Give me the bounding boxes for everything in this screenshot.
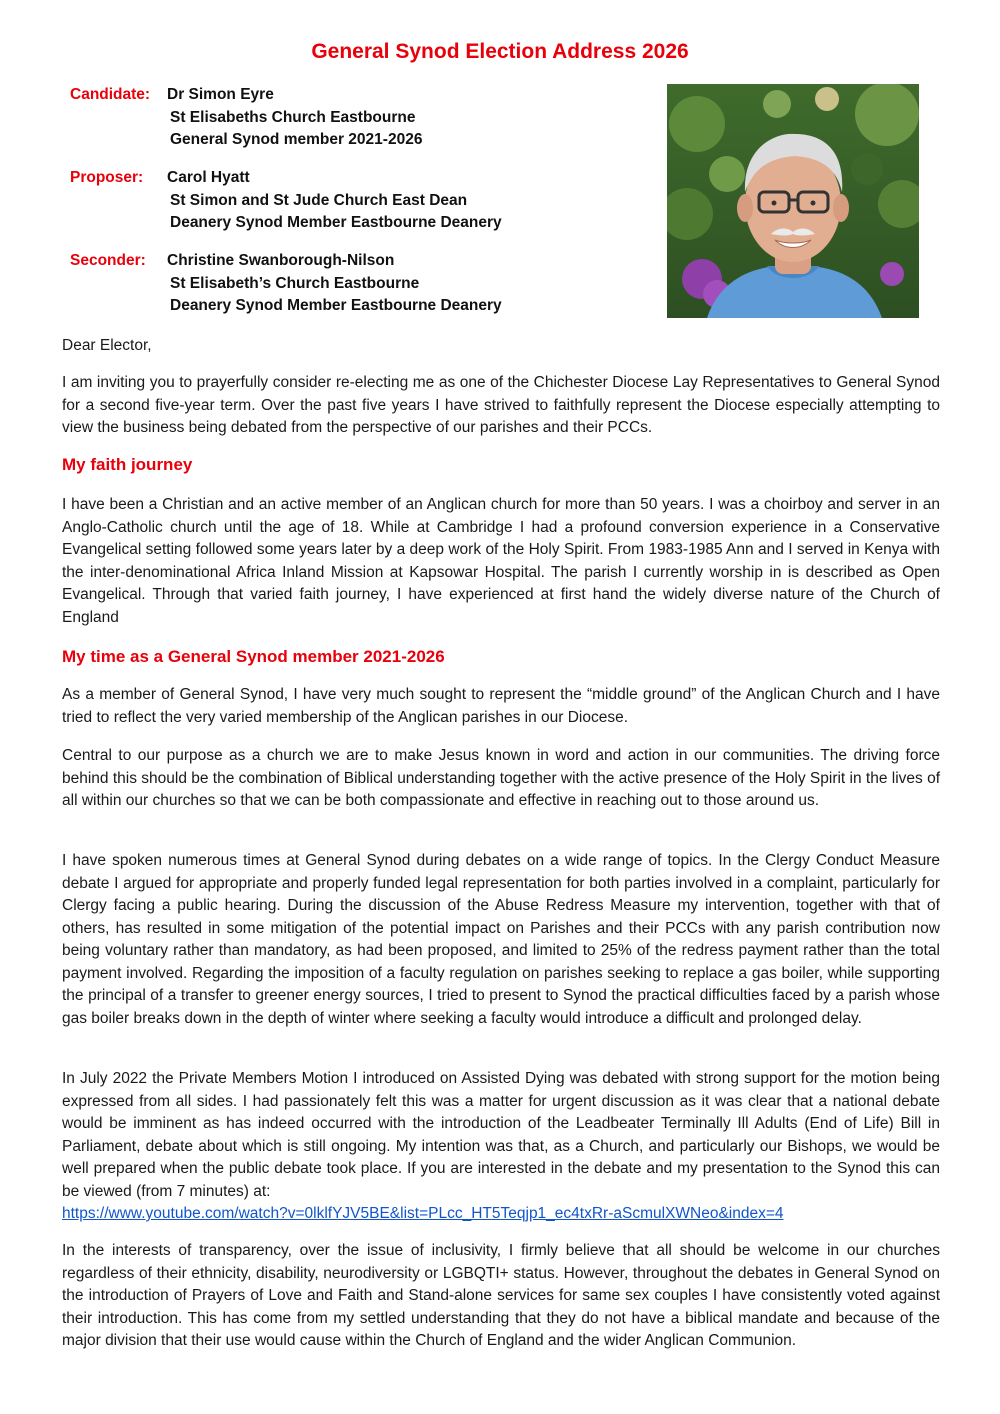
faith-journey-paragraph: I have been a Christian and an active member of an Anglican church for more than 50 years. I was a choirboy and server in an Anglo-Catholic church until the age of 18. While at Cambridge I had a profound conversion experience in a Conservative Evangelical setting followed some years later by a deep work of the Holy Spirit. From 1983-1985 Ann and I served in Kenya with the inter-denominational Africa Inland Mission at Kapsowar Hospital. The parish I currently worship in is described as Open Evangelical. Through that varied faith journey, I have experienced at first hand the widely diverse nature of the Church of England (62, 496, 940, 626)
intro-paragraph: I am inviting you to prayerfully consider re-electing me as one of the Chichester Diocese Lay Representatives to General Synod for a second five-year term. Over the past five years I have strived to faithfully represent the Diocese especially attempting to view the business being debated from the perspective of our parishes and their PCCs. (62, 374, 940, 436)
candidate-block (70, 84, 650, 154)
faith-journey-heading: My faith journey (62, 455, 193, 474)
greeting (62, 335, 940, 358)
candidate-name: Dr Simon Eyre (167, 86, 274, 103)
faith-journey-section (62, 494, 940, 629)
proposer-label: Proposer: (70, 169, 144, 186)
synod-paragraph-3: I have spoken numerous times at General Synod during debates on a wide range of topics. In the Clergy Conduct Measure debate I argued for appropriate and properly funded legal representation for both parties involved in a complaint, particularly for Clergy facing a public hearing. During the discussion of the Abuse Redress Measure my intervention, together with that of others, has resulted in some mitigation of the potential impact on Parishes and their PCCs with any parish contribution now being voluntary rather than mandatory, as had been proposed, and limited to 25% of the redress payment rather than the total payment involved. Regarding the imposition of a faculty regulation on parishes seeking to replace a gas boiler, while supporting the principal of a transfer to greener energy sources, I tried to present to Synod the practical difficulties faced by a parish whose gas boiler breaks down in the depth of winter where seeking a faculty would introduce a difficult and prolonged delay. (62, 852, 940, 1027)
seconder-label: Seconder: (70, 252, 146, 269)
synod-paragraph-2-block (62, 745, 940, 813)
synod-paragraph-4: In July 2022 the Private Members Motion I introduced on Assisted Dying was debated with strong support for the motion being expressed from all sides. I had passionately felt this was a matter for urgent discussion as it was clear that a national debate would be imminent as has indeed occurred with the introduction of the Leadbeater Terminally Ill Adults (End of Life) Bill in Parliament, debate about which is still ongoing. My intention was that, as a Church, and particularly our Bishops, we would be well prepared when the public debate took place. If you are interested in the debate and my presentation to the Synod this can be viewed (from 7 minutes) at: (62, 1070, 940, 1200)
synod-member-heading: My time as a General Synod member 2021-2026 (62, 647, 445, 666)
page-title: General Synod Election Address 2026 (311, 40, 689, 63)
greeting-text: Dear Elector, (62, 337, 152, 354)
synod-paragraph-3-block (62, 850, 940, 1030)
synod-paragraph-1: As a member of General Synod, I have very much sought to represent the “middle ground” of the Anglican Church and I have tried to reflect the very varied membership of the Anglican parishes in our Diocese. (62, 686, 940, 726)
candidate-photo (667, 84, 919, 318)
candidate-details (167, 84, 422, 152)
proposer-church: St Simon and St Jude Church East Dean (170, 191, 468, 209)
intro-section (62, 372, 940, 440)
seconder-block (70, 250, 650, 320)
synod-paragraph-2: Central to our purpose as a church we are to make Jesus known in word and action in our communities. The driving force behind this should be the combination of Biblical understanding together with the active presence of the Holy Spirit in the lives of all within our churches so that we can be both compassionate and effective in reaching out to those around us. (62, 747, 940, 809)
candidate-role: General Synod member 2021-2026 (170, 131, 423, 148)
seconder-church: St Elisabeth’s Church Eastbourne (170, 274, 420, 292)
synod-paragraph-1-block (62, 684, 940, 729)
assisted-dying-video-link[interactable]: https://www.youtube.com/watch?v=0lklfYJV5BE&list=PLcc_HT5Teqjp1_ec4txRr-aScmulXWNeo&index=4 (62, 1205, 784, 1222)
candidate-label: Candidate: (70, 86, 151, 103)
synod-paragraph-5-block (62, 1240, 940, 1353)
proposer-block (70, 167, 650, 237)
seconder-name: Christine Swanborough-Nilson (167, 252, 395, 269)
seconder-role: Deanery Synod Member Eastbourne Deanery (170, 297, 502, 314)
proposer-name: Carol Hyatt (167, 169, 250, 186)
seconder-details (167, 250, 502, 318)
synod-paragraph-4-block (62, 1068, 940, 1226)
candidate-church: St Elisabeths Church Eastbourne (170, 108, 416, 126)
synod-paragraph-5: In the interests of transparency, over the issue of inclusivity, I firmly believe that all should be welcome in our churches regardless of their ethnicity, disability, neurodiversity or LGBQTI+ status. However, throughout the debates in General Synod on the introduction of Prayers of Love and Faith and Stand-alone services for same sex couples I have consistently voted against their introduction. This has come from my settled understanding that they do not have a biblical mandate and because of the major division that their use would cause within the Church of England and the wider Anglican Communion. (62, 1242, 940, 1349)
proposer-details (167, 167, 502, 235)
proposer-role: Deanery Synod Member Eastbourne Deanery (170, 214, 502, 231)
